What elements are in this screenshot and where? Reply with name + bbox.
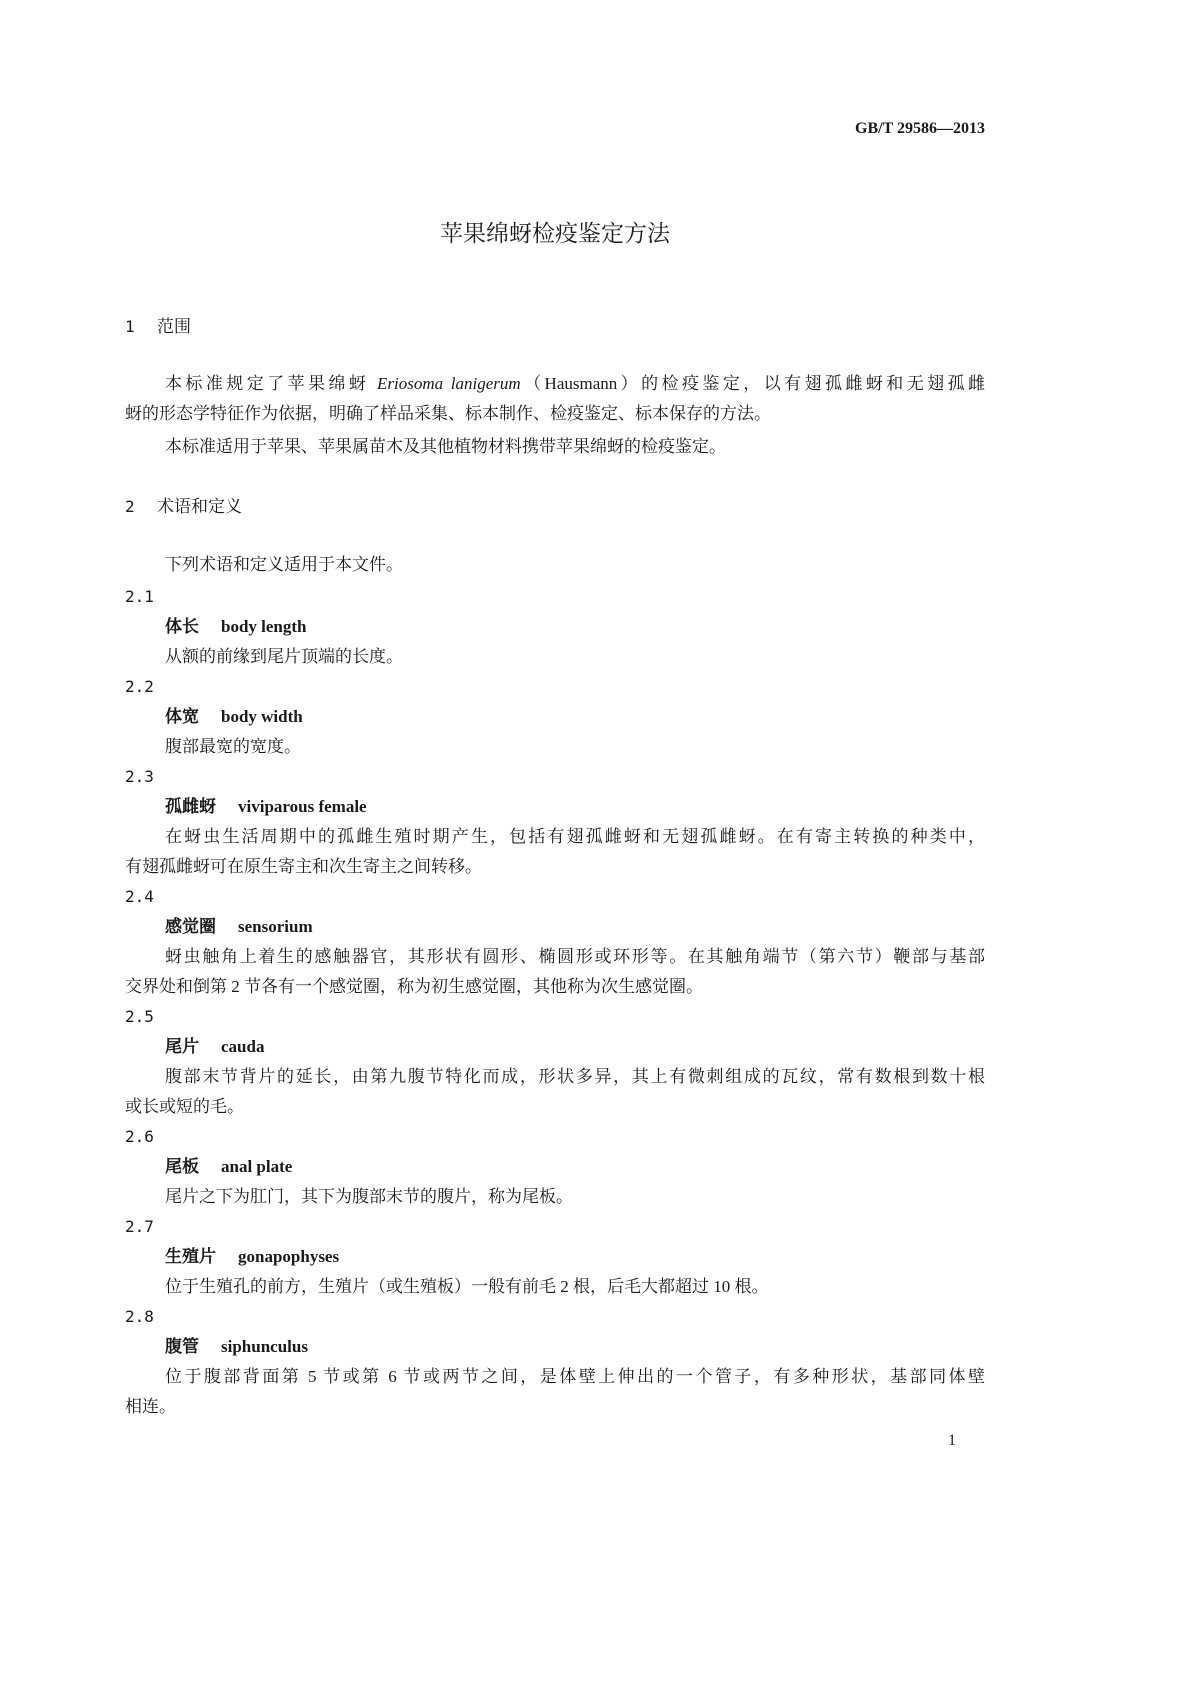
term-definition: 蚜虫触角上着生的感触器官，其形状有圆形、椭圆形或环形等。在其触角端节（第六节）鞭部与基部 (165, 947, 985, 966)
scope-paragraph-1-cont: 蚜的形态学特征作为依据，明确了样品采集、标本制作、检疫鉴定、标本保存的方法。 (125, 404, 771, 423)
term-definition: 从额的前缘到尾片顶端的长度。 (165, 647, 403, 666)
term-definition: 位于腹部背面第 5 节或第 6 节或两节之间，是体壁上伸出的一个管子，有多种形状，基部同体壁 (165, 1367, 985, 1386)
page-number: 1 (948, 1432, 956, 1449)
term-chinese: 体宽 (165, 707, 199, 726)
term-definition: 相连。 (125, 1397, 176, 1416)
term-chinese: 腹管 (165, 1337, 199, 1356)
term-number: 2.4 (125, 887, 154, 906)
term-number: 2.2 (125, 677, 154, 696)
terms-intro: 下列术语和定义适用于本文件。 (165, 555, 403, 574)
term-definition: 有翅孤雌蚜可在原生寄主和次生寄主之间转移。 (125, 857, 482, 876)
term-chinese: 体长 (165, 617, 199, 636)
term-heading (165, 616, 307, 638)
term-english: sensorium (238, 917, 313, 936)
term-definition: 腹部最宽的宽度。 (165, 737, 301, 756)
term-heading (165, 1156, 292, 1178)
text: （Hausmann）的检疫鉴定，以有翅孤雌蚜和无翅孤雌 (520, 374, 986, 393)
term-heading (165, 916, 313, 938)
term-number: 2.7 (125, 1217, 154, 1236)
term-heading (165, 796, 367, 818)
section-number: 1 (125, 317, 135, 336)
section-heading: 术语和定义 (157, 497, 242, 517)
term-english: viviparous female (238, 797, 367, 816)
term-chinese: 尾板 (165, 1157, 199, 1176)
term-number: 2.8 (125, 1307, 154, 1326)
term-chinese: 感觉圈 (165, 917, 216, 936)
term-definition: 在蚜虫生活周期中的孤雌生殖时期产生，包括有翅孤雌蚜和无翅孤雌蚜。在有寄主转换的种类中， (165, 827, 985, 846)
term-heading (165, 1246, 339, 1268)
term-english: siphunculus (221, 1337, 308, 1356)
term-chinese: 尾片 (165, 1037, 199, 1056)
term-definition: 尾片之下为肛门，其下为腹部末节的腹片，称为尾板。 (165, 1187, 573, 1206)
term-number: 2.1 (125, 587, 154, 606)
term-number: 2.5 (125, 1007, 154, 1026)
term-definition: 交界处和倒第 2 节各有一个感觉圈，称为初生感觉圈，其他称为次生感觉圈。 (125, 977, 703, 996)
term-chinese: 孤雌蚜 (165, 797, 216, 816)
species-name: Eriosoma lanigerum (377, 374, 521, 393)
term-english: gonapophyses (238, 1247, 340, 1266)
term-definition: 腹部末节背片的延长，由第九腹节特化而成，形状多异，其上有微刺组成的瓦纹，常有数根到数十根 (165, 1067, 985, 1086)
term-chinese: 生殖片 (165, 1247, 216, 1266)
text: 本标准规定了苹果绵蚜 (165, 374, 377, 393)
document-title: 苹果绵蚜检疫鉴定方法 (440, 221, 670, 247)
term-definition: 或长或短的毛。 (125, 1097, 244, 1116)
scope-paragraph-1 (165, 373, 985, 395)
term-english: body length (221, 617, 307, 636)
term-number: 2.3 (125, 767, 154, 786)
scope-paragraph-2: 本标准适用于苹果、苹果属苗木及其他植物材料携带苹果绵蚜的检疫鉴定。 (165, 437, 726, 456)
term-number: 2.6 (125, 1127, 154, 1146)
term-heading (165, 1336, 308, 1358)
term-heading (165, 1036, 264, 1058)
section-number: 2 (125, 497, 135, 516)
term-english: body width (221, 707, 303, 726)
term-english: cauda (221, 1037, 265, 1056)
standard-number: GB/T 29586—2013 (855, 120, 985, 137)
term-definition: 位于生殖孔的前方，生殖片（或生殖板）一般有前毛 2 根，后毛大都超过 10 根。 (165, 1277, 769, 1296)
term-english: anal plate (221, 1157, 293, 1176)
section-heading: 范围 (157, 317, 191, 337)
term-heading (165, 706, 303, 728)
